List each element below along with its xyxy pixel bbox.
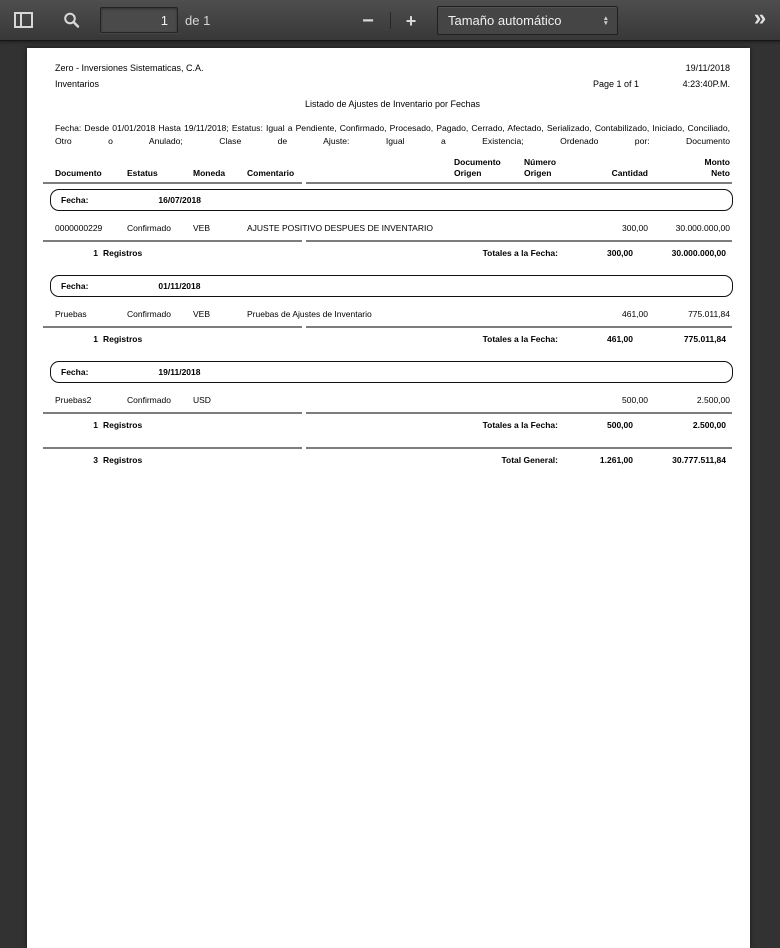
group-totals-row: 1 Registros Totales a la Fecha: 300,00 30.000.000,00	[93, 248, 726, 258]
group-divider	[43, 326, 732, 328]
filter-criteria: Fecha: Desde 01/01/2018 Hasta 19/11/2018; Estatus: Igual a Pendiente, Confirmado, Procesado, Pagado, Cerrado, Afectado, Serializado, Contabilizado, Iniciado, Conciliado, Otro o Anulado; Clase de Ajuste: Igual a Existencia; Ordenado por: Documento	[55, 123, 730, 146]
col-header-comentario: Comentario	[247, 168, 295, 178]
report-title: Listado de Ajustes de Inventario por Fechas	[304, 99, 481, 109]
select-arrows-icon: ▲ ▼	[602, 14, 609, 27]
grand-total-divider	[43, 447, 732, 449]
zoom-in-button[interactable]: +	[405, 10, 417, 31]
page-count-label: de 1	[185, 12, 211, 28]
toolbar-separator	[390, 12, 391, 29]
zoom-out-button[interactable]: −	[362, 9, 374, 32]
secondary-toolbar-toggle-button[interactable]: »	[753, 5, 767, 30]
page-of-label: Page 1 of 1	[593, 79, 640, 89]
module-name: Inventarios	[55, 79, 100, 89]
report-date: 19/11/2018	[685, 63, 730, 73]
col-header-documento: Documento	[55, 168, 102, 178]
col-header-monto-neto: Monto Neto	[704, 157, 730, 178]
page-number-input[interactable]	[100, 7, 178, 33]
zoom-level-select[interactable]	[437, 6, 618, 35]
col-header-moneda: Moneda	[193, 168, 226, 178]
pdf-toolbar	[0, 0, 780, 41]
col-header-cantidad: Cantidad	[611, 168, 648, 178]
zoom-level-value: Tamaño automático	[448, 13, 562, 28]
col-header-documento-origen: Documento Origen	[454, 157, 501, 178]
sidebar-icon	[14, 12, 33, 28]
find-button[interactable]	[56, 6, 86, 34]
group-header-box: Fecha: 16/07/2018	[50, 189, 733, 211]
group-header-box: Fecha: 19/11/2018	[50, 361, 733, 383]
report-time: 4:23:40P.M.	[682, 79, 730, 89]
table-row: Pruebas Confirmado VEB Pruebas de Ajustes de Inventario 461,00 775.011,84	[55, 309, 730, 319]
table-row: 0000000229 Confirmado VEB AJUSTE POSITIVO DESPUES DE INVENTARIO 300,00 30.000.000,00	[55, 223, 730, 233]
search-icon	[62, 11, 80, 29]
grand-total-row: 3 Registros Total General: 1.261,00 30.777.511,84	[93, 455, 726, 465]
group-fecha: 16/07/2018	[158, 195, 201, 205]
group-divider	[43, 240, 732, 242]
table-header-row	[55, 157, 730, 179]
group-fecha: 01/11/2018	[158, 281, 201, 291]
group-divider	[43, 412, 732, 414]
col-header-estatus: Estatus	[127, 168, 158, 178]
group-totals-row: 1 Registros Totales a la Fecha: 461,00 775.011,84	[93, 334, 726, 344]
header-underline	[43, 182, 732, 184]
toggle-sidebar-button[interactable]	[8, 6, 38, 34]
company-name: Zero - Inversiones Sistematicas, C.A.	[55, 63, 204, 73]
group-header-box: Fecha: 01/11/2018	[50, 275, 733, 297]
group-totals-row: 1 Registros Totales a la Fecha: 500,00 2.500,00	[93, 420, 726, 430]
pdf-page	[27, 48, 750, 948]
col-header-numero-origen: Número Origen	[524, 157, 557, 178]
pdf-viewer-area[interactable]	[0, 42, 780, 931]
group-fecha: 19/11/2018	[158, 367, 201, 377]
table-row: Pruebas2 Confirmado USD 500,00 2.500,00	[55, 395, 730, 405]
